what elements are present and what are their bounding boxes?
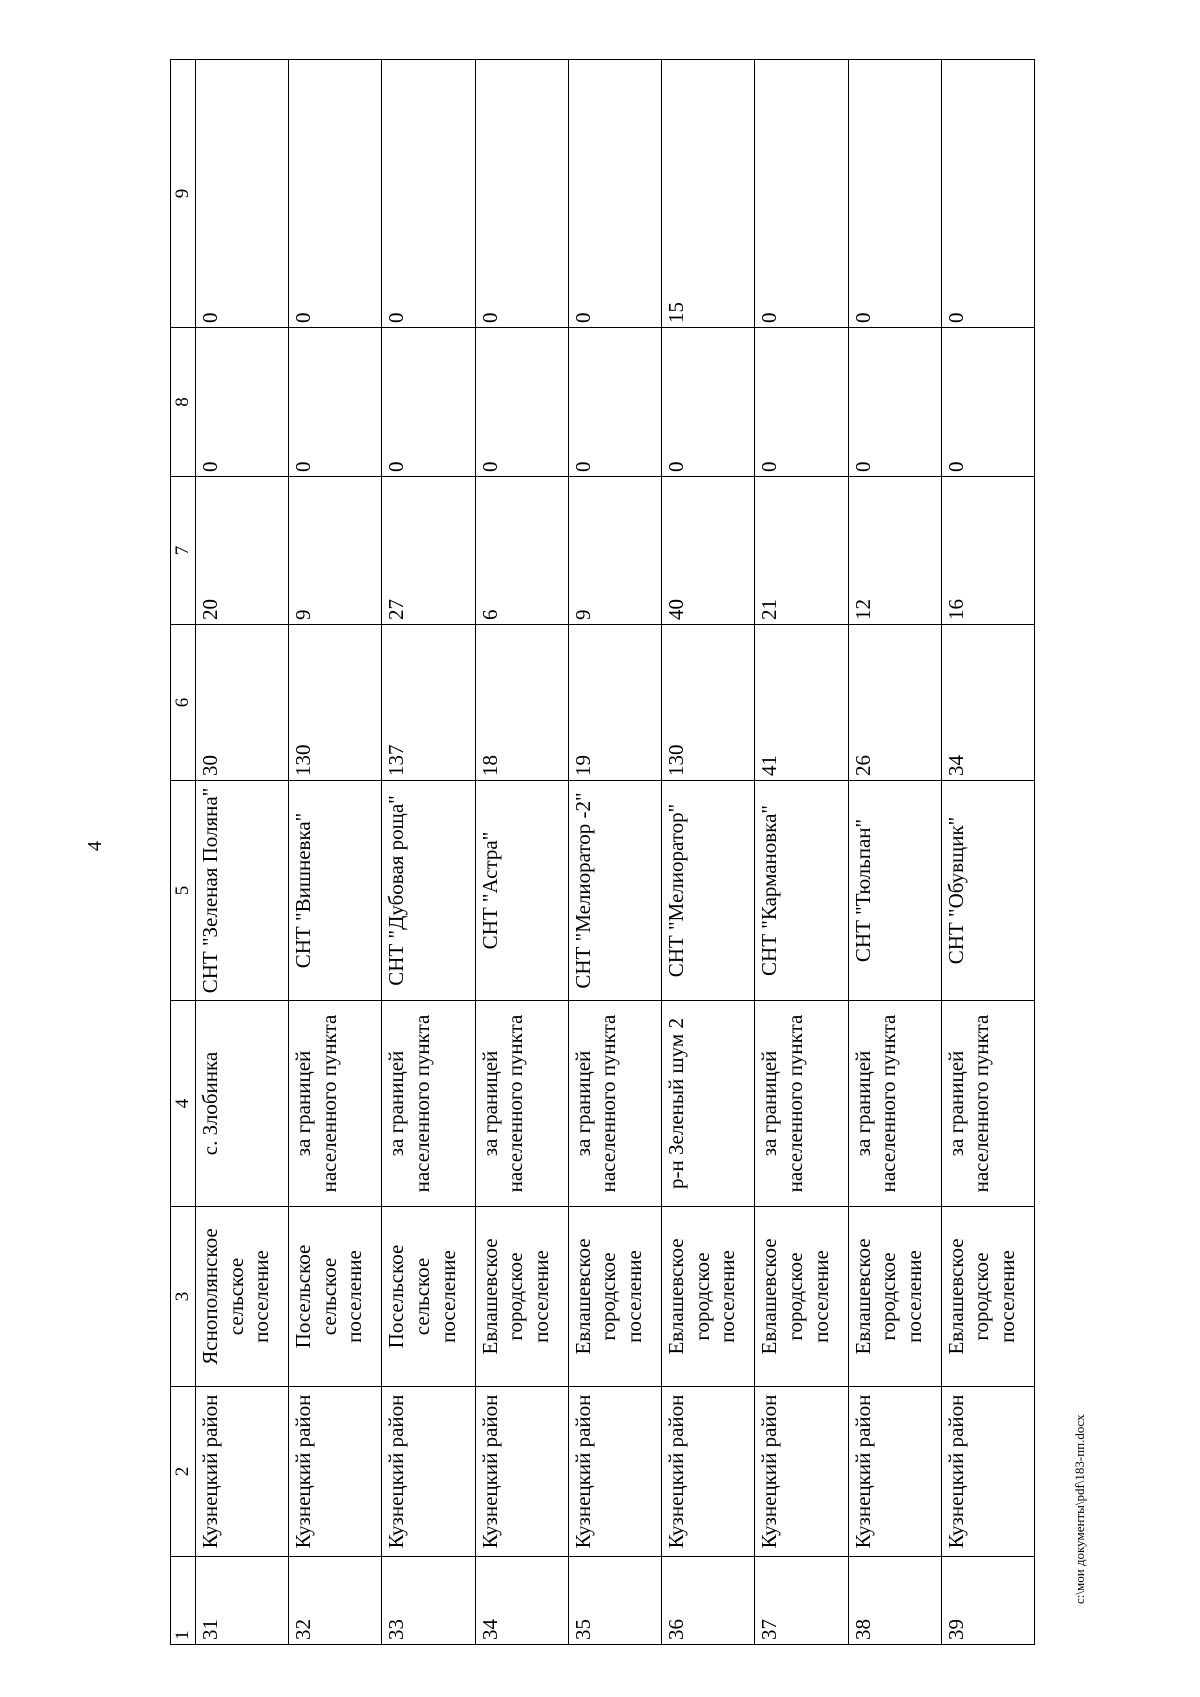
header-cell-1: 1: [171, 1557, 196, 1645]
cell-settlement: Яснополянское сельское поселение: [196, 1207, 289, 1387]
cell-partnership: СНТ "Обувщик": [941, 781, 1034, 1001]
cell-col-9-value: 0: [196, 60, 289, 328]
cell-row-number: 31: [196, 1557, 289, 1645]
cell-col-6-value: 130: [289, 625, 382, 781]
cell-col-7-value: 6: [475, 477, 568, 625]
cell-col-7-value: 9: [568, 477, 661, 625]
cell-row-number: 33: [382, 1557, 475, 1645]
cell-col-6-value: 18: [475, 625, 568, 781]
cell-district: Кузнецкий район: [475, 1387, 568, 1557]
cell-settlement: Посельское сельское поселение: [289, 1207, 382, 1387]
cell-col-8-value: 0: [382, 328, 475, 477]
cell-partnership: СНТ "Зеленая Поляна": [196, 781, 289, 1001]
header-cell-4: 4: [171, 1001, 196, 1207]
cell-district: Кузнецкий район: [289, 1387, 382, 1557]
cell-district: Кузнецкий район: [941, 1387, 1034, 1557]
cell-col-9-value: 0: [848, 60, 941, 328]
cell-row-number: 34: [475, 1557, 568, 1645]
cell-col-9-value: 0: [289, 60, 382, 328]
cell-col-8-value: 0: [848, 328, 941, 477]
cell-settlement: Евлашевское городское поселение: [755, 1207, 848, 1387]
footer-file-path: c:\мои документы\pdf\183-пп.docx: [1072, 1414, 1087, 1604]
table-header-row: [171, 60, 196, 1645]
cell-locality: с. Злобинка: [196, 1001, 289, 1207]
cell-col-6-value: 26: [848, 625, 941, 781]
cell-row-number: 35: [568, 1557, 661, 1645]
cell-col-7-value: 40: [662, 477, 755, 625]
header-cell-5: 5: [171, 781, 196, 1001]
cell-col-6-value: 30: [196, 625, 289, 781]
cell-settlement: Евлашевское городское поселение: [568, 1207, 661, 1387]
cell-col-7-value: 9: [289, 477, 382, 625]
table-row: [289, 60, 382, 1645]
cell-partnership: СНТ "Тюльпан": [848, 781, 941, 1001]
cell-col-9-value: 0: [568, 60, 661, 328]
cell-col-7-value: 12: [848, 477, 941, 625]
cell-col-8-value: 0: [755, 328, 848, 477]
cell-col-8-value: 0: [568, 328, 661, 477]
cell-col-7-value: 27: [382, 477, 475, 625]
cell-row-number: 32: [289, 1557, 382, 1645]
cell-col-7-value: 21: [755, 477, 848, 625]
cell-partnership: СНТ "Мелиоратор -2": [568, 781, 661, 1001]
cell-district: Кузнецкий район: [568, 1387, 661, 1557]
header-cell-2: 2: [171, 1387, 196, 1557]
header-cell-8: 8: [171, 328, 196, 477]
cell-locality: р-н Зеленый шум 2: [662, 1001, 755, 1207]
cell-row-number: 37: [755, 1557, 848, 1645]
cell-locality: за границей населенного пункта: [848, 1001, 941, 1207]
cell-col-8-value: 0: [196, 328, 289, 477]
cell-col-9-value: 0: [941, 60, 1034, 328]
cell-partnership: СНТ "Вишневка": [289, 781, 382, 1001]
cell-col-6-value: 41: [755, 625, 848, 781]
cell-row-number: 38: [848, 1557, 941, 1645]
rotated-table-frame: [170, 60, 1035, 1645]
cell-col-9-value: 15: [662, 60, 755, 328]
cell-col-9-value: 0: [755, 60, 848, 328]
cell-row-number: 39: [941, 1557, 1034, 1645]
table-row: [475, 60, 568, 1645]
table-row: [382, 60, 475, 1645]
cell-settlement: Евлашевское городское поселение: [662, 1207, 755, 1387]
cell-col-8-value: 0: [289, 328, 382, 477]
header-cell-6: 6: [171, 625, 196, 781]
cell-district: Кузнецкий район: [662, 1387, 755, 1557]
cell-district: Кузнецкий район: [196, 1387, 289, 1557]
cell-col-9-value: 0: [475, 60, 568, 328]
cell-settlement: Евлашевское городское поселение: [941, 1207, 1034, 1387]
cell-settlement: Евлашевское городское поселение: [848, 1207, 941, 1387]
header-cell-9: 9: [171, 60, 196, 328]
header-cell-3: 3: [171, 1207, 196, 1387]
cell-col-8-value: 0: [475, 328, 568, 477]
cell-locality: за границей населенного пункта: [755, 1001, 848, 1207]
cell-locality: за границей населенного пункта: [941, 1001, 1034, 1207]
cell-settlement: Евлашевское городское поселение: [475, 1207, 568, 1387]
table-row: [662, 60, 755, 1645]
cell-partnership: СНТ "Мелиоратор": [662, 781, 755, 1001]
cell-locality: за границей населенного пункта: [289, 1001, 382, 1207]
cell-col-7-value: 16: [941, 477, 1034, 625]
cell-col-7-value: 20: [196, 477, 289, 625]
cell-col-8-value: 0: [662, 328, 755, 477]
cell-row-number: 36: [662, 1557, 755, 1645]
cell-col-8-value: 0: [941, 328, 1034, 477]
table-row: [568, 60, 661, 1645]
cell-col-6-value: 19: [568, 625, 661, 781]
cell-col-6-value: 34: [941, 625, 1034, 781]
cell-partnership: СНТ "Дубовая роща": [382, 781, 475, 1001]
cell-col-6-value: 130: [662, 625, 755, 781]
cell-district: Кузнецкий район: [755, 1387, 848, 1557]
table-row: [848, 60, 941, 1645]
table-row: [755, 60, 848, 1645]
table-row: [941, 60, 1034, 1645]
cell-locality: за границей населенного пункта: [475, 1001, 568, 1207]
cell-partnership: СНТ "Кармановка": [755, 781, 848, 1001]
data-table: [170, 59, 1035, 1645]
table-row: [196, 60, 289, 1645]
page-number: 4: [84, 841, 106, 851]
cell-partnership: СНТ "Астра": [475, 781, 568, 1001]
cell-col-6-value: 137: [382, 625, 475, 781]
header-cell-7: 7: [171, 477, 196, 625]
cell-district: Кузнецкий район: [382, 1387, 475, 1557]
table-container: [170, 60, 1035, 1645]
cell-settlement: Посельское сельское поселение: [382, 1207, 475, 1387]
cell-locality: за границей населенного пункта: [382, 1001, 475, 1207]
cell-locality: за границей населенного пункта: [568, 1001, 661, 1207]
table-body: [171, 60, 1035, 1645]
cell-col-9-value: 0: [382, 60, 475, 328]
cell-district: Кузнецкий район: [848, 1387, 941, 1557]
